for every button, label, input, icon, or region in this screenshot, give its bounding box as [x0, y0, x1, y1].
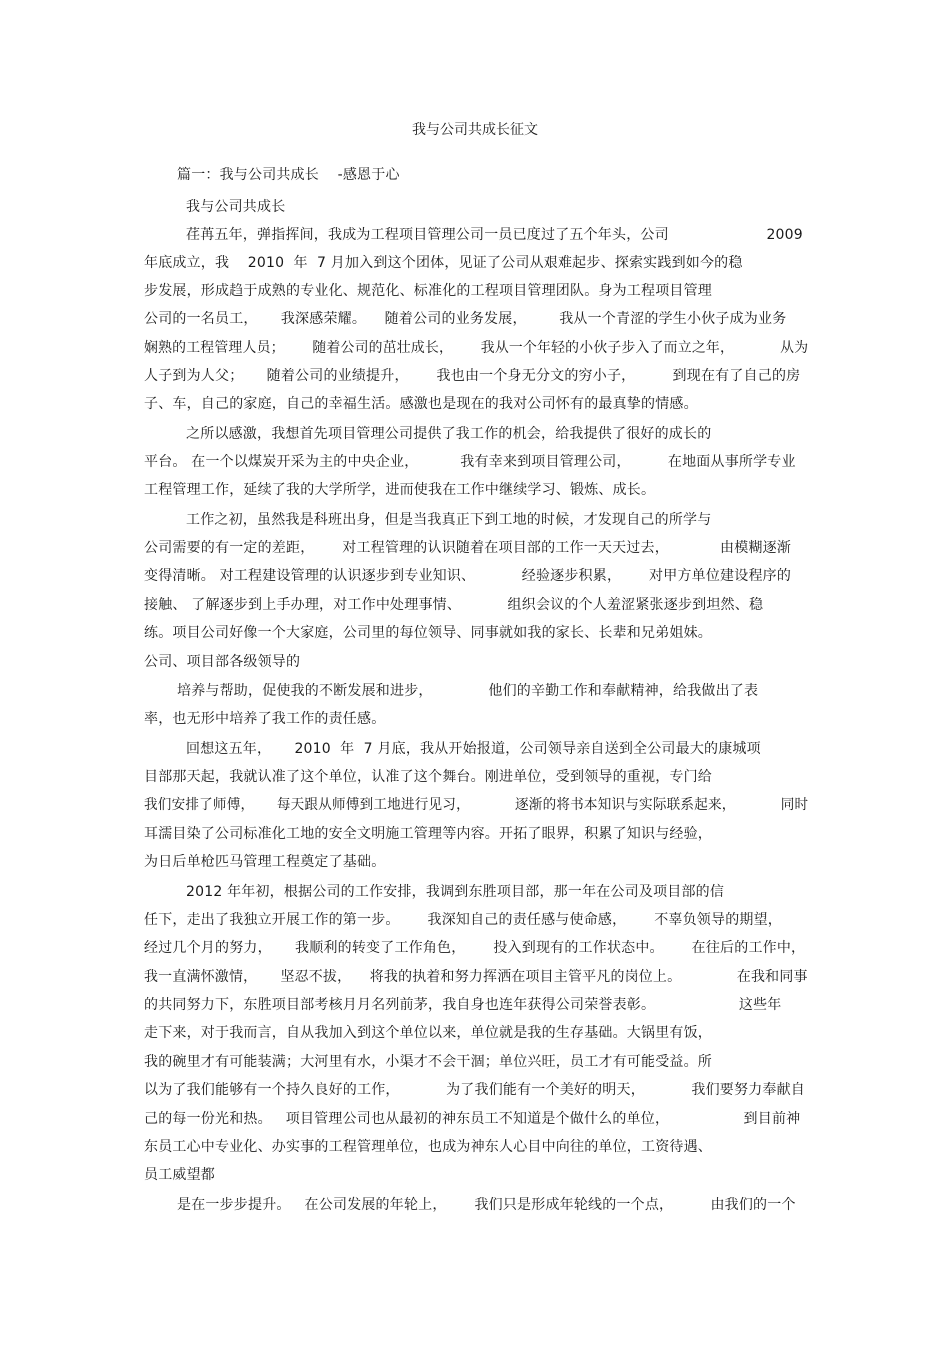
text-line: 己的每一份光和热。 项目管理公司也从最初的神东员工不知道是个做什么的单位， 到目前神 [144, 1111, 801, 1127]
text-line: 以为了我们能够有一个持久良好的工作， 为了我们能有一个美好的明天， 我们要努力奉献自 [144, 1082, 806, 1098]
text-line: 我一直满怀激情， 坚忍不拔， 将我的执着和努力挥洒在项目主管平凡的岗位上。 在我和同事 [144, 969, 808, 985]
section-heading: 我与公司共成长 [186, 199, 286, 215]
text-line: 率，也无形中培养了我工作的责任感。 [144, 711, 386, 727]
text-line: 公司、项目部各级领导的 [144, 654, 301, 670]
text-line: 我的碗里才有可能装满；大河里有水，小渠才不会干涸；单位兴旺，员工才有可能受益。所 [144, 1054, 712, 1070]
text-line: 变得清晰。 对工程建设管理的认识逐步到专业知识、 经验逐步积累， 对甲方单位建设程序的 [144, 568, 792, 584]
text-line: 我们安排了师傅， 每天跟从师傅到工地进行见习， 逐渐的将书本知识与实际联系起来， 同时 [144, 797, 809, 813]
text-line: 培养与帮助，促使我的不断发展和进步， 他们的辛勤工作和奉献精神，给我做出了表 [177, 683, 759, 699]
text-line: 平台。 在一个以煤炭开采为主的中央企业， 我有幸来到项目管理公司， 在地面从事所学专业 [144, 454, 796, 470]
text-line: 是在一步步提升。 在公司发展的年轮上， 我们只是形成年轮线的一个点， 由我们的一个 [177, 1197, 796, 1213]
text-line: 步发展，形成趋于成熟的专业化、规范化、标准化的工程项目管理团队。身为工程项目管理 [144, 283, 712, 299]
text-line: 目部那天起，我就认准了这个单位，认准了这个舞台。刚进单位，受到领导的重视，专门给 [144, 769, 712, 785]
text-line: 员工威望都 [144, 1167, 215, 1183]
text-line: 回想这五年， 2010 年 7 月底，我从开始报道，公司领导亲自送到全公司最大的康城项 [186, 741, 761, 757]
text-line: 公司需要的有一定的差距， 对工程管理的认识随着在项目部的工作一天天过去， 由模糊逐渐 [144, 540, 792, 556]
text-line: 2012 年年初，根据公司的工作安排，我调到东胜项目部，那一年在公司及项目部的信 [186, 884, 725, 900]
text-line: 年底成立，我 2010 年 7 月加入到这个团体，见证了公司从艰难起步、探索实践到如今的稳 [144, 255, 743, 271]
text-line: 耳濡目染了公司标准化工地的安全文明施工管理等内容。开拓了眼界，积累了知识与经验， [144, 826, 712, 842]
text-line: 的共同努力下，东胜项目部考核月月名列前茅，我自身也连年获得公司荣誉表彰。 这些年 [144, 997, 782, 1013]
document-title: 我与公司共成长征文 [412, 122, 538, 138]
text-line: 工作之初，虽然我是科班出身，但是当我真正下到工地的时候，才发现自己的所学与 [186, 512, 712, 528]
subtitle-line: 篇一：我与公司共成长 -感恩于心 [177, 167, 400, 183]
text-line: 工程管理工作，延续了我的大学所学，进而使我在工作中继续学习、锻炼、成长。 [144, 482, 656, 498]
text-line: 娴熟的工程管理人员； 随着公司的茁壮成长， 我从一个年轻的小伙子步入了而立之年， 从为 [144, 340, 809, 356]
text-line: 子、车，自己的家庭，自己的幸福生活。感激也是现在的我对公司怀有的最真挚的情感。 [144, 396, 698, 412]
text-line: 经过几个月的努力， 我顺利的转变了工作角色， 投入到现有的工作状态中。 在往后的工作中， [144, 940, 806, 956]
text-line: 荏苒五年，弹指挥间，我成为工程项目管理公司一员已度过了五个年头，公司 2009 [186, 227, 803, 243]
text-line: 为日后单枪匹马管理工程奠定了基础。 [144, 854, 386, 870]
text-line: 东员工心中专业化、办实事的工程管理单位，也成为神东人心目中向往的单位，工资待遇、 [144, 1139, 712, 1155]
text-line: 走下来，对于我而言，自从我加入到这个单位以来，单位就是我的生存基础。大锅里有饭， [144, 1025, 712, 1041]
text-line: 任下，走出了我独立开展工作的第一步。 我深知自己的责任感与使命感， 不辜负领导的期望， [144, 912, 782, 928]
text-line: 练。项目公司好像一个大家庭，公司里的每位领导、同事就如我的家长、长辈和兄弟姐妹。 [144, 625, 712, 641]
text-line: 之所以感激，我想首先项目管理公司提供了我工作的机会，给我提供了很好的成长的 [186, 426, 712, 442]
text-line: 公司的一名员工， 我深感荣耀。 随着公司的业务发展， 我从一个青涩的学生小伙子成为业务 [144, 311, 787, 327]
text-line: 接触、 了解逐步到上手办理，对工作中处理事情、 组织会议的个人羞涩紧张逐步到坦然、稳 [144, 597, 764, 613]
text-line: 人子到为人父； 随着公司的业绩提升， 我也由一个身无分文的穷小子， 到现在有了自己的房 [144, 368, 801, 384]
